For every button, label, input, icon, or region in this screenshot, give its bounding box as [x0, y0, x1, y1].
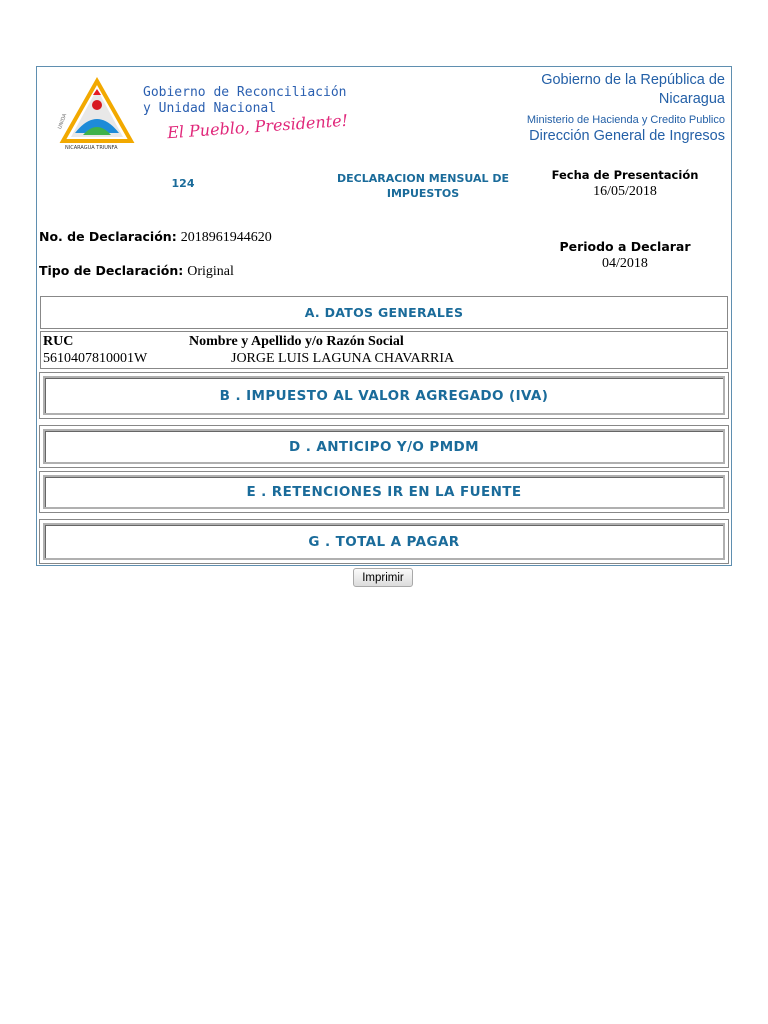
declaration-type: [39, 263, 234, 280]
nombre-value: JORGE LUIS LAGUNA CHAVARRIA: [231, 351, 455, 366]
direction-name: Dirección General de Ingresos: [529, 128, 725, 144]
declaration-number-label: No. de Declaración:: [39, 229, 177, 244]
datos-generales-table: [40, 331, 728, 369]
government-logo: [53, 75, 353, 155]
fecha-label: Fecha de Presentación: [551, 168, 699, 182]
logo-title-line1: Gobierno de Reconciliación: [143, 85, 347, 100]
declaration-type-label: Tipo de Declaración:: [39, 263, 184, 278]
ministry-name: Ministerio de Hacienda y Credito Publico: [526, 114, 725, 126]
section-anticipo[interactable]: [39, 425, 729, 468]
section-total[interactable]: [39, 519, 729, 564]
section-datos-generales: A. DATOS GENERALES: [40, 296, 728, 329]
declaration-number: [39, 229, 272, 246]
nombre-header: Nombre y Apellido y/o Razón Social: [189, 334, 404, 349]
section-total-label: G . TOTAL A PAGAR: [43, 523, 725, 560]
triangle-emblem-icon: [53, 75, 143, 155]
ruc-header: RUC: [43, 334, 74, 349]
declaration-title: DECLARACION MENSUAL DE IMPUESTOS: [337, 172, 509, 200]
svg-text:NICARAGUA TRIUNFA: NICARAGUA TRIUNFA: [65, 145, 118, 151]
svg-text:UNIDA: UNIDA: [57, 112, 69, 131]
fecha-value: 16/05/2018: [593, 184, 657, 199]
logo-slogan: El Pueblo, Presidente!: [166, 110, 349, 143]
form-code: 124: [171, 177, 195, 190]
periodo-label: Periodo a Declarar: [559, 239, 691, 254]
logo-title-line2: y Unidad Nacional: [143, 101, 277, 116]
section-iva[interactable]: [39, 372, 729, 419]
section-retenciones[interactable]: [39, 471, 729, 513]
declaration-number-value: 2018961944620: [180, 230, 272, 245]
gov-line2: Nicaragua: [658, 91, 725, 107]
government-heading: [527, 71, 725, 145]
print-button[interactable]: Imprimir: [353, 568, 413, 587]
periodo-value: 04/2018: [602, 256, 648, 271]
declaration-form: [36, 66, 732, 566]
gov-line1: Gobierno de la República de: [541, 72, 725, 88]
ruc-value: 5610407810001W: [43, 351, 148, 366]
declaration-type-value: Original: [187, 264, 234, 279]
section-iva-label: B . IMPUESTO AL VALOR AGREGADO (IVA): [43, 376, 725, 415]
section-anticipo-label: D . ANTICIPO Y/O PMDM: [43, 429, 725, 464]
section-retenciones-label: E . RETENCIONES IR EN LA FUENTE: [43, 475, 725, 509]
